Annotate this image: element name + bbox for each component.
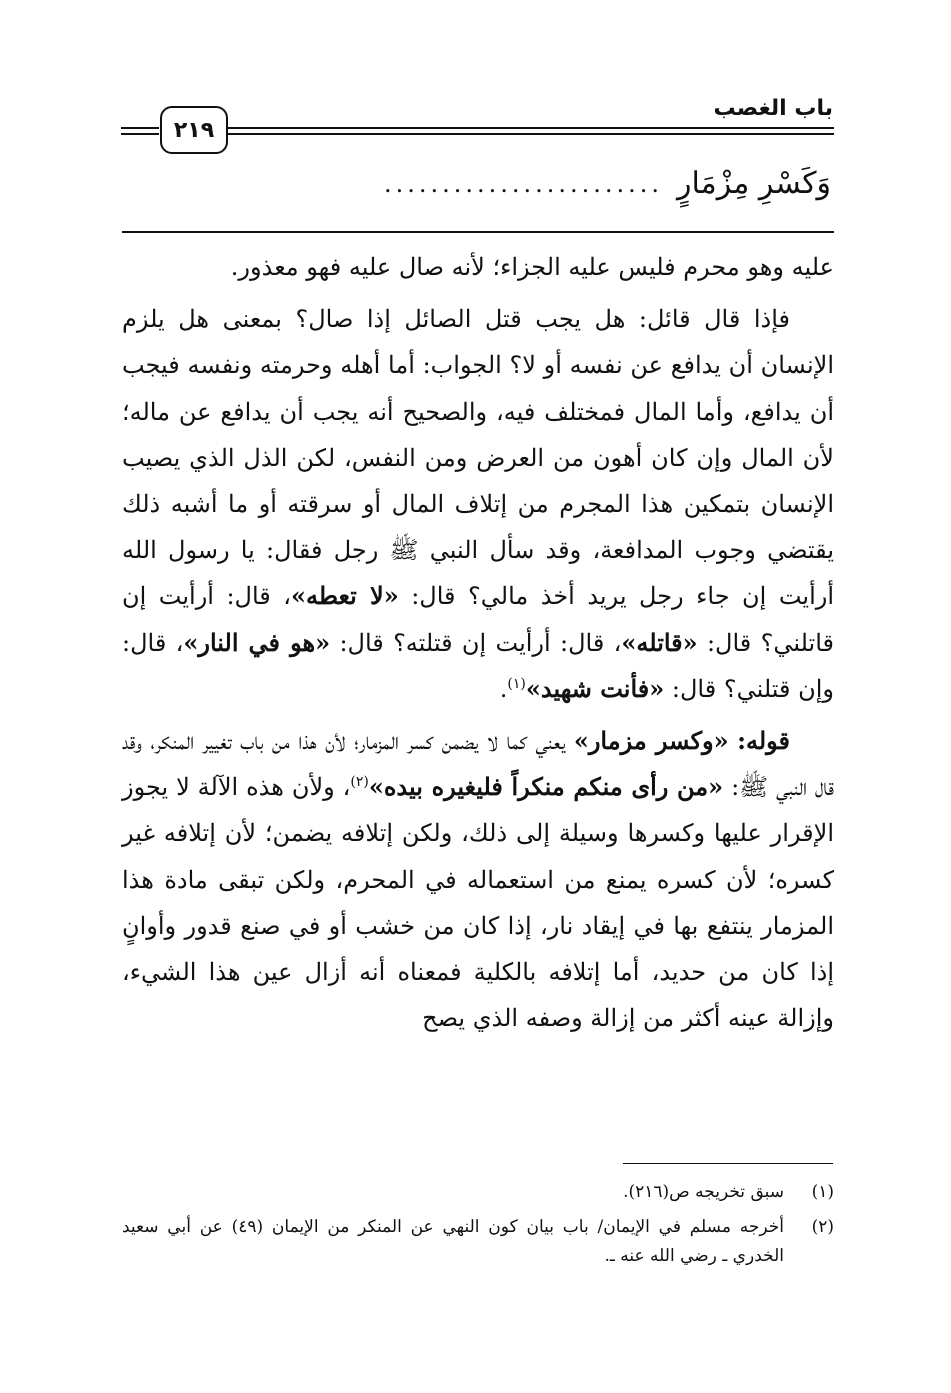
footnote [122, 1178, 834, 1207]
hadith-quote: «لا تعطه» [291, 581, 399, 611]
header-rule [226, 133, 834, 135]
matn-divider [122, 231, 834, 233]
paragraph-3 [122, 718, 834, 1041]
text-run: يعني كما لا يضمن كسر المزمار؛ لأن هذا من باب تغيير المنكر، وقد قال النبي ﷺ: [122, 727, 835, 802]
text-run: ، قال: أرأيت إن قاتلني؟ قال: [122, 582, 834, 657]
hadith-quote: «فأنت شهيد» [525, 673, 665, 703]
text-run: ، قال: أرأيت إن قتلته؟ قال: [330, 628, 622, 657]
text-run: ، ولأن هذه الآلة لا يجوز الإقرار عليها وكسرها وسيلة إلى ذلك، ولكن إتلافه يضمن؛ لأن إتلافه غير كسره؛ لأن كسره يمنع من استعماله في المحرم، ولكن تبقى مادة هذا المزمار ينتفع بها في إيقاد نار، إذا كان من خشب أو في صنع قدور وأوانٍ إذا كان من حديد، أما إتلافه بالكلية فمعناه أنه أزال عين هذا الشيء، وإزالة عينه أكثر من إزالة وصفه الذي يصح [122, 773, 834, 1033]
page-number: ٢١٩ [160, 106, 228, 154]
header-rule [226, 127, 834, 129]
footnote-number: (٢) [811, 1217, 834, 1237]
footnote-number: (١) [811, 1182, 834, 1202]
paragraph-1: عليه وهو محرم فليس عليه الجزاء؛ لأنه صال عليه فهو معذور. [230, 253, 834, 281]
paragraph-2 [122, 296, 834, 712]
footnotes [122, 1178, 834, 1271]
qawluh-label: قوله: [737, 726, 791, 756]
hadith-quote: «من رأى منكم منكراً فليغيره بيده» [368, 772, 724, 802]
matn-text: وَكَسْرِ مِزْمَارٍ [677, 166, 831, 201]
header-rule [121, 133, 159, 135]
footnote-divider [623, 1163, 833, 1164]
matn-quote: «وكسر مزمار» [573, 726, 729, 756]
footnote [122, 1213, 834, 1271]
footnote-ref: (١) [507, 675, 526, 692]
hadith-quote: «هو في النار» [183, 627, 331, 657]
footnote-text: سبق تخريجه ص(٢١٦). [623, 1182, 784, 1202]
footnote-text: أخرجه مسلم في الإيمان/ باب بيان كون النهي عن المنكر من الإيمان (٤٩) عن أبي سعيد الخدري ـ رضي الله عنه ـ. [122, 1217, 784, 1266]
text-run: . [499, 674, 508, 703]
text-run: فإذا قال قائل: هل يجب قتل الصائل إذا صال؟ بمعنى هل يلزم الإنسان أن يدافع عن نفسه أو لا؟ الجواب: أما أهله وحرمته ونفسه فيجب أن يدافع، وأما المال فمختلف فيه، والصحيح أنه يجب أن يدافع عن ماله؛ لأن المال وإن كان أهون من العرض ومن النفس، لكن الذل الذي يصيب الإنسان بتمكين هذا المجرم من إتلاف المال أو سرقته أو ما أشبه ذلك يقتضي وجوب المدافعة، وقد سأل النبي ﷺ رجل فقال: يا رسول الله أرأيت إن جاء رجل يريد أخذ مالي؟ قال: [122, 305, 834, 611]
text-run: ، قال: وإن قتلني؟ قال: [122, 628, 834, 703]
matn-line [120, 166, 831, 201]
matn-dots: ........................ [383, 169, 664, 198]
running-title: باب الغصب [713, 96, 833, 121]
hadith-quote: «قاتله» [621, 627, 698, 657]
footnote-ref: (٢) [350, 774, 369, 791]
commentary-body [122, 244, 834, 1041]
header-rule [121, 127, 159, 129]
text-run [729, 727, 738, 755]
